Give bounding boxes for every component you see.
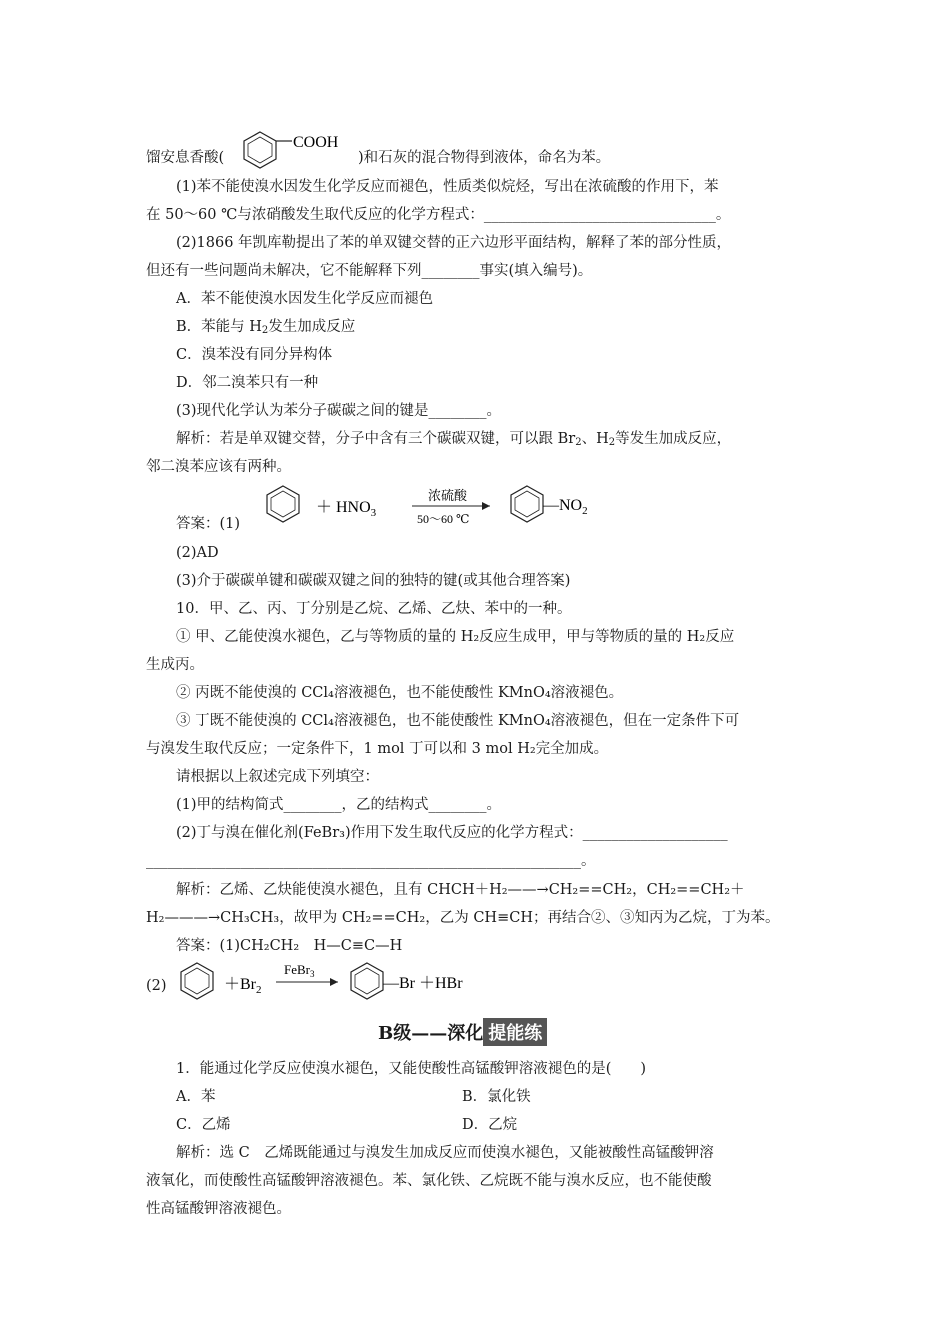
- analysis1-line-a: [176, 429, 731, 453]
- analysis2-line-b: H₂———→CH₃CH₃，故甲为 CH₂==CH₂，乙为 CH≡CH；再结合②、③知丙为乙烷，丁为苯。: [146, 910, 780, 926]
- answer10-1: 答案：(1)CH₂CH₂ H—C≡C—H: [176, 938, 403, 954]
- section-title-text: B级——深化: [378, 1023, 484, 1044]
- answer3: (3)介于碳碳单键和碳碳双键之间的独特的键(或其他合理答案): [176, 573, 571, 589]
- analysis1-text-post: 等发生加成反应，: [615, 431, 732, 447]
- condition-bottom: 50～60 ℃: [417, 512, 470, 526]
- fill-2-a: (2)丁与溴在催化剂(FeBr₃)作用下发生取代反应的化学方程式：____________________: [176, 825, 728, 841]
- option-b: [176, 317, 355, 341]
- b-option-a: A．苯: [176, 1089, 216, 1105]
- answer2: (2)AD: [176, 545, 219, 561]
- intro-text-a: 馏安息香酸(: [146, 150, 225, 166]
- b-question-1: 1．能通过化学反应使溴水褪色，又能使酸性高锰酸钾溶液褪色的是( ): [176, 1061, 647, 1077]
- q2-line-b: 但还有一些问题尚未解决，它不能解释下列________事实(填入编号)。: [146, 263, 593, 279]
- nitration-equation: [252, 480, 622, 530]
- condition-3-b: 与溴发生取代反应；一定条件下，1 mol 丁可以和 3 mol H₂完全加成。: [146, 741, 609, 757]
- analysis1-text-mid: 、H: [581, 431, 609, 447]
- condition-1-b: 生成丙。: [146, 657, 204, 673]
- benzoic-acid-structure: [232, 124, 362, 170]
- b-analysis-b: 液氧化，而使酸性高锰酸钾溶液褪色。苯、氯化铁、乙烷既不能与溴水反应，也不能使酸: [146, 1173, 712, 1189]
- analysis2-line-a: 解析：乙烯、乙炔能使溴水褪色，且有 CHCH＋H₂——→CH₂==CH₂，CH₂==CH₂＋: [176, 882, 745, 898]
- analysis1-text: 解析：若是单双键交替，分子中含有三个碳碳双键，可以跟 Br: [176, 431, 576, 447]
- catalyst-label: FeBr$_3$: [284, 962, 315, 979]
- intro-line: [146, 148, 224, 168]
- sub: 2: [608, 437, 616, 448]
- b-analysis-c: 性高锰酸钾溶液褪色。: [146, 1201, 291, 1217]
- option-d: D．邻二溴苯只有一种: [176, 375, 319, 391]
- answer1-label: 答案：(1): [176, 516, 241, 532]
- cooh-label: COOH: [293, 134, 339, 151]
- intro-line-b: [358, 148, 610, 168]
- bromination-equation: [172, 958, 502, 1006]
- br-hbr-label: —Br ＋HBr: [383, 975, 463, 992]
- intro-text-b: )和石灰的混合物得到液体，命名为苯。: [358, 150, 611, 166]
- fill-2-b: ____________________________________________________________。: [146, 853, 596, 869]
- eq2-label: (2): [146, 978, 167, 994]
- b-option-c: C．乙烯: [176, 1117, 231, 1133]
- q2-line-a: (2)1866 年凯库勒提出了苯的单双键交替的正六边形平面结构，解释了苯的部分性质，: [176, 235, 732, 251]
- section-b-title: [378, 1018, 547, 1046]
- option-b-text: B．苯能与 H: [176, 319, 262, 335]
- condition-1-a: ① 甲、乙能使溴水褪色，乙与等物质的量的 H₂反应生成甲，甲与等物质的量的 H₂反应: [176, 629, 735, 645]
- fill-1: (1)甲的结构简式________，乙的结构式________。: [176, 797, 502, 813]
- condition-2: ② 丙既不能使溴的 CCl₄溶液褪色，也不能使酸性 KMnO₄溶液褪色。: [176, 685, 624, 701]
- option-c: C．溴苯没有同分异构体: [176, 347, 333, 363]
- section-badge: 提能练: [483, 1018, 547, 1046]
- condition-top: 浓硫酸: [428, 488, 468, 503]
- option-b-text-post: 发生加成反应: [268, 319, 356, 335]
- q3-line: (3)现代化学认为苯分子碳碳之间的键是________。: [176, 403, 502, 419]
- question-10: 10．甲、乙、丙、丁分别是乙烷、乙烯、乙炔、苯中的一种。: [176, 601, 572, 617]
- sub: 2: [261, 325, 269, 336]
- q1-line-a: (1)苯不能使溴水因发生化学反应而褪色，性质类似烷烃，写出在浓硫酸的作用下，苯: [176, 179, 719, 195]
- sub: 2: [575, 437, 582, 448]
- b-option-d: D．乙烷: [462, 1117, 518, 1133]
- b-option-b: B．氯化铁: [462, 1089, 531, 1105]
- plus-br2: $+Br_2$: [224, 976, 262, 996]
- option-a: A．苯不能使溴水因发生化学反应而褪色: [176, 291, 433, 307]
- condition-3-a: ③ 丁既不能使溴的 CCl₄溶液褪色，也不能使酸性 KMnO₄溶液褪色，但在一定条件下可: [176, 713, 740, 729]
- no2-group: $—NO_2$: [543, 497, 588, 517]
- analysis1-line-b: 邻二溴苯应该有两种。: [146, 459, 291, 475]
- request-line: 请根据以上叙述完成下列填空：: [176, 769, 379, 785]
- b-analysis-a: 解析：选 C 乙烯既能通过与溴发生加成反应而使溴水褪色，又能被酸性高锰酸钾溶: [176, 1145, 714, 1161]
- plus-hno3: ＋ $HNO_3$: [316, 499, 377, 519]
- q1-line-b: 在 50～60 ℃与浓硝酸发生取代反应的化学方程式：________________________________。: [146, 207, 731, 223]
